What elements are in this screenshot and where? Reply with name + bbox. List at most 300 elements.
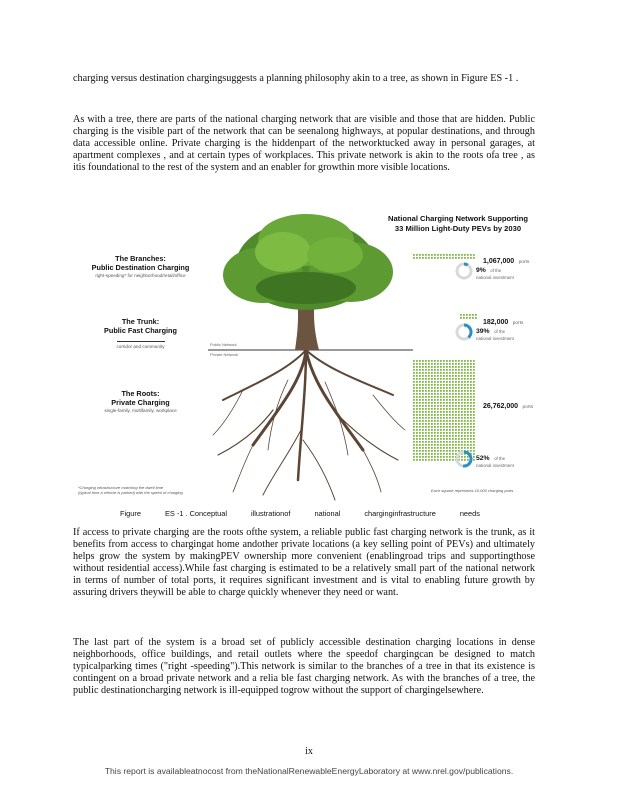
port-square bbox=[475, 317, 477, 319]
port-square bbox=[455, 387, 457, 389]
port-square bbox=[413, 417, 415, 419]
port-square bbox=[419, 420, 421, 422]
port-square bbox=[449, 450, 451, 452]
port-square bbox=[431, 432, 433, 434]
port-square bbox=[455, 411, 457, 413]
port-square bbox=[425, 390, 427, 392]
port-square bbox=[422, 408, 424, 410]
port-square bbox=[473, 366, 475, 368]
port-square bbox=[431, 369, 433, 371]
port-square bbox=[425, 387, 427, 389]
port-square bbox=[413, 378, 415, 380]
port-square bbox=[461, 384, 463, 386]
port-square bbox=[458, 405, 460, 407]
port-square bbox=[446, 363, 448, 365]
port-square bbox=[413, 366, 415, 368]
port-square bbox=[461, 378, 463, 380]
port-square bbox=[413, 408, 415, 410]
port-square bbox=[455, 372, 457, 374]
port-square bbox=[413, 432, 415, 434]
port-square bbox=[455, 429, 457, 431]
port-square bbox=[458, 402, 460, 404]
port-square bbox=[437, 453, 439, 455]
port-square bbox=[431, 417, 433, 419]
port-square bbox=[413, 390, 415, 392]
port-square bbox=[413, 387, 415, 389]
port-square bbox=[440, 420, 442, 422]
port-square bbox=[464, 408, 466, 410]
port-square bbox=[449, 360, 451, 362]
port-square bbox=[419, 447, 421, 449]
port-square bbox=[437, 381, 439, 383]
port-square bbox=[425, 378, 427, 380]
port-square bbox=[449, 426, 451, 428]
port-square bbox=[446, 441, 448, 443]
port-square bbox=[455, 432, 457, 434]
port-square bbox=[455, 375, 457, 377]
port-square bbox=[422, 459, 424, 461]
port-square bbox=[467, 387, 469, 389]
port-square bbox=[458, 426, 460, 428]
port-square bbox=[464, 369, 466, 371]
port-square bbox=[428, 417, 430, 419]
port-square bbox=[416, 447, 418, 449]
port-square bbox=[437, 426, 439, 428]
port-square bbox=[422, 375, 424, 377]
port-square bbox=[419, 257, 421, 259]
port-square bbox=[446, 387, 448, 389]
port-square bbox=[425, 363, 427, 365]
port-square bbox=[449, 447, 451, 449]
port-square bbox=[458, 435, 460, 437]
port-square bbox=[455, 423, 457, 425]
port-square bbox=[449, 414, 451, 416]
port-square bbox=[425, 459, 427, 461]
port-square bbox=[452, 438, 454, 440]
port-square bbox=[473, 408, 475, 410]
port-square bbox=[434, 459, 436, 461]
port-square bbox=[425, 399, 427, 401]
port-square bbox=[431, 390, 433, 392]
port-square bbox=[419, 360, 421, 362]
port-square bbox=[443, 375, 445, 377]
port-square bbox=[473, 402, 475, 404]
port-square bbox=[470, 411, 472, 413]
port-square bbox=[431, 426, 433, 428]
port-square bbox=[458, 411, 460, 413]
port-square bbox=[440, 393, 442, 395]
port-square bbox=[434, 384, 436, 386]
port-square bbox=[470, 435, 472, 437]
port-square bbox=[470, 438, 472, 440]
port-square bbox=[443, 435, 445, 437]
port-square bbox=[473, 381, 475, 383]
port-square bbox=[464, 254, 466, 256]
branches-pct: 9% of the national investment bbox=[476, 267, 514, 280]
port-square bbox=[463, 314, 465, 316]
port-square bbox=[473, 414, 475, 416]
port-square bbox=[443, 405, 445, 407]
port-square bbox=[437, 372, 439, 374]
port-square bbox=[422, 435, 424, 437]
port-square bbox=[437, 429, 439, 431]
port-square bbox=[446, 381, 448, 383]
port-square bbox=[413, 447, 415, 449]
port-square bbox=[422, 390, 424, 392]
port-square bbox=[455, 381, 457, 383]
port-square bbox=[413, 441, 415, 443]
port-square bbox=[434, 441, 436, 443]
port-square bbox=[446, 447, 448, 449]
port-square bbox=[440, 372, 442, 374]
port-square bbox=[461, 414, 463, 416]
port-square bbox=[446, 429, 448, 431]
port-square bbox=[455, 378, 457, 380]
port-square bbox=[431, 447, 433, 449]
port-square bbox=[443, 390, 445, 392]
port-square bbox=[434, 423, 436, 425]
port-square bbox=[419, 432, 421, 434]
port-square bbox=[428, 420, 430, 422]
port-square bbox=[458, 366, 460, 368]
port-square bbox=[452, 399, 454, 401]
port-square bbox=[443, 429, 445, 431]
port-square bbox=[467, 405, 469, 407]
port-square bbox=[443, 426, 445, 428]
port-square bbox=[467, 402, 469, 404]
port-square bbox=[434, 390, 436, 392]
port-square bbox=[458, 441, 460, 443]
port-square bbox=[425, 411, 427, 413]
port-square bbox=[431, 402, 433, 404]
port-square bbox=[458, 447, 460, 449]
port-square bbox=[452, 393, 454, 395]
port-square bbox=[419, 459, 421, 461]
port-square bbox=[419, 426, 421, 428]
port-square bbox=[422, 453, 424, 455]
port-square bbox=[413, 393, 415, 395]
port-square bbox=[455, 435, 457, 437]
figure-scale-note: Each square represents 10,000 charging ports bbox=[431, 488, 514, 493]
port-square bbox=[464, 405, 466, 407]
port-square bbox=[413, 411, 415, 413]
port-square bbox=[431, 444, 433, 446]
port-square bbox=[452, 360, 454, 362]
port-square bbox=[428, 438, 430, 440]
port-square bbox=[443, 447, 445, 449]
port-square bbox=[419, 375, 421, 377]
port-square bbox=[464, 426, 466, 428]
port-square bbox=[446, 257, 448, 259]
port-square bbox=[464, 456, 466, 458]
port-square bbox=[443, 360, 445, 362]
port-square bbox=[416, 396, 418, 398]
port-square bbox=[455, 396, 457, 398]
port-square bbox=[473, 393, 475, 395]
port-square bbox=[455, 444, 457, 446]
port-square bbox=[425, 417, 427, 419]
port-square bbox=[446, 414, 448, 416]
port-square bbox=[425, 447, 427, 449]
port-square bbox=[475, 314, 477, 316]
port-square bbox=[443, 450, 445, 452]
port-square bbox=[437, 393, 439, 395]
port-square bbox=[446, 390, 448, 392]
trunk-pct-ring bbox=[457, 325, 471, 339]
port-square bbox=[434, 420, 436, 422]
port-square bbox=[473, 369, 475, 371]
port-square bbox=[449, 444, 451, 446]
port-square bbox=[467, 459, 469, 461]
port-square bbox=[425, 408, 427, 410]
port-square bbox=[434, 414, 436, 416]
port-square bbox=[416, 390, 418, 392]
port-square bbox=[461, 408, 463, 410]
availability-footer: This report is availableatnocost from theNationalRenewableEnergyLaboratory at www.nrel.gov/publications. bbox=[104, 766, 514, 776]
port-square bbox=[440, 366, 442, 368]
port-square bbox=[434, 387, 436, 389]
port-square bbox=[467, 438, 469, 440]
port-square bbox=[473, 384, 475, 386]
port-square bbox=[452, 450, 454, 452]
port-square bbox=[413, 414, 415, 416]
port-square bbox=[470, 378, 472, 380]
port-square bbox=[440, 423, 442, 425]
port-square bbox=[419, 372, 421, 374]
port-square bbox=[464, 257, 466, 259]
port-square bbox=[461, 459, 463, 461]
port-square bbox=[461, 423, 463, 425]
port-square bbox=[443, 432, 445, 434]
port-square bbox=[455, 360, 457, 362]
port-square bbox=[467, 360, 469, 362]
port-square bbox=[434, 429, 436, 431]
port-square bbox=[437, 257, 439, 259]
port-square bbox=[443, 384, 445, 386]
port-square bbox=[458, 423, 460, 425]
port-square bbox=[416, 420, 418, 422]
port-square bbox=[434, 432, 436, 434]
port-square bbox=[449, 384, 451, 386]
port-square bbox=[422, 360, 424, 362]
port-square bbox=[467, 363, 469, 365]
port-square bbox=[446, 420, 448, 422]
port-square bbox=[470, 450, 472, 452]
port-square bbox=[416, 417, 418, 419]
port-square bbox=[437, 369, 439, 371]
port-square bbox=[452, 420, 454, 422]
port-square bbox=[461, 402, 463, 404]
port-square bbox=[428, 435, 430, 437]
port-square bbox=[431, 360, 433, 362]
port-square bbox=[461, 399, 463, 401]
port-square bbox=[422, 396, 424, 398]
port-square bbox=[449, 402, 451, 404]
port-square bbox=[461, 360, 463, 362]
port-square bbox=[437, 444, 439, 446]
port-square bbox=[455, 384, 457, 386]
port-square bbox=[455, 369, 457, 371]
port-square bbox=[461, 396, 463, 398]
port-square bbox=[422, 393, 424, 395]
port-square bbox=[440, 429, 442, 431]
port-square bbox=[446, 435, 448, 437]
port-square bbox=[446, 423, 448, 425]
port-square bbox=[467, 435, 469, 437]
port-square bbox=[437, 363, 439, 365]
port-square bbox=[458, 378, 460, 380]
port-square bbox=[440, 257, 442, 259]
port-square bbox=[473, 444, 475, 446]
port-square bbox=[452, 426, 454, 428]
port-square bbox=[470, 429, 472, 431]
port-square bbox=[446, 456, 448, 458]
port-square bbox=[434, 408, 436, 410]
public-network-label: Public Network bbox=[210, 342, 237, 347]
port-square bbox=[425, 375, 427, 377]
port-square bbox=[452, 372, 454, 374]
port-square bbox=[419, 417, 421, 419]
port-square bbox=[470, 420, 472, 422]
port-square bbox=[413, 363, 415, 365]
port-square bbox=[431, 459, 433, 461]
port-square bbox=[419, 414, 421, 416]
port-square bbox=[461, 366, 463, 368]
port-square bbox=[422, 414, 424, 416]
port-square bbox=[434, 372, 436, 374]
port-square bbox=[446, 453, 448, 455]
branches-port-squares bbox=[413, 254, 475, 259]
port-square bbox=[470, 384, 472, 386]
port-square bbox=[464, 393, 466, 395]
port-square bbox=[473, 453, 475, 455]
port-square bbox=[464, 435, 466, 437]
port-square bbox=[470, 363, 472, 365]
port-square bbox=[470, 414, 472, 416]
roots-ports: 26,762,000 ports bbox=[483, 403, 534, 410]
port-square bbox=[470, 254, 472, 256]
port-square bbox=[431, 375, 433, 377]
port-square bbox=[458, 393, 460, 395]
port-square bbox=[470, 387, 472, 389]
port-square bbox=[467, 432, 469, 434]
port-square bbox=[422, 429, 424, 431]
port-square bbox=[416, 441, 418, 443]
port-square bbox=[419, 405, 421, 407]
port-square bbox=[413, 372, 415, 374]
port-square bbox=[449, 254, 451, 256]
port-square bbox=[431, 435, 433, 437]
port-square bbox=[425, 453, 427, 455]
port-square bbox=[464, 444, 466, 446]
port-square bbox=[422, 402, 424, 404]
port-square bbox=[467, 408, 469, 410]
port-square bbox=[452, 381, 454, 383]
port-square bbox=[425, 402, 427, 404]
port-square bbox=[473, 411, 475, 413]
port-square bbox=[425, 360, 427, 362]
port-square bbox=[461, 369, 463, 371]
port-square bbox=[434, 369, 436, 371]
port-square bbox=[440, 444, 442, 446]
port-square bbox=[437, 432, 439, 434]
port-square bbox=[431, 408, 433, 410]
port-square bbox=[470, 390, 472, 392]
port-square bbox=[470, 366, 472, 368]
port-square bbox=[467, 417, 469, 419]
port-square bbox=[434, 426, 436, 428]
port-square bbox=[416, 444, 418, 446]
port-square bbox=[434, 257, 436, 259]
port-square bbox=[470, 402, 472, 404]
port-square bbox=[425, 372, 427, 374]
port-square bbox=[425, 432, 427, 434]
port-square bbox=[467, 393, 469, 395]
port-square bbox=[416, 372, 418, 374]
port-square bbox=[464, 414, 466, 416]
port-square bbox=[449, 420, 451, 422]
port-square bbox=[443, 402, 445, 404]
port-square bbox=[425, 393, 427, 395]
port-square bbox=[443, 366, 445, 368]
port-square bbox=[452, 378, 454, 380]
port-square bbox=[434, 453, 436, 455]
port-square bbox=[449, 438, 451, 440]
port-square bbox=[434, 375, 436, 377]
port-square bbox=[416, 254, 418, 256]
port-square bbox=[449, 459, 451, 461]
port-square bbox=[470, 441, 472, 443]
port-square bbox=[416, 257, 418, 259]
port-square bbox=[428, 402, 430, 404]
port-square bbox=[473, 426, 475, 428]
port-square bbox=[440, 384, 442, 386]
port-square bbox=[449, 393, 451, 395]
port-square bbox=[413, 450, 415, 452]
port-square bbox=[461, 405, 463, 407]
port-square bbox=[431, 405, 433, 407]
port-square bbox=[431, 384, 433, 386]
port-square bbox=[446, 411, 448, 413]
port-square bbox=[440, 378, 442, 380]
port-square bbox=[455, 254, 457, 256]
port-square bbox=[443, 378, 445, 380]
port-square bbox=[461, 435, 463, 437]
private-network-label: Private Network bbox=[210, 352, 239, 357]
port-square bbox=[413, 459, 415, 461]
port-square bbox=[467, 384, 469, 386]
trunk-port-squares bbox=[460, 314, 477, 319]
port-square bbox=[419, 456, 421, 458]
port-square bbox=[467, 444, 469, 446]
port-square bbox=[443, 456, 445, 458]
port-square bbox=[473, 456, 475, 458]
port-square bbox=[440, 363, 442, 365]
port-square bbox=[446, 450, 448, 452]
port-square bbox=[419, 411, 421, 413]
port-square bbox=[446, 396, 448, 398]
port-square bbox=[455, 441, 457, 443]
port-square bbox=[443, 372, 445, 374]
port-square bbox=[455, 426, 457, 428]
paragraph-tree-analogy: As with a tree, there are parts of the national charging network that are visible and those that are hidden. Public charging is the visible part of the network that can be seenalong highways, at popular destinations, and through data accessible online. Private charging is the hiddenpart of the networktucked away in personal garages, at apartment complexes , and at certain types of workplaces. This private network is akin to the roots ofa tree , as itis foundational to the rest of the system and an enabler for growthin more visible locations. bbox=[73, 114, 535, 174]
port-square bbox=[431, 257, 433, 259]
port-square bbox=[452, 432, 454, 434]
port-square bbox=[416, 459, 418, 461]
port-square bbox=[437, 417, 439, 419]
port-square bbox=[428, 408, 430, 410]
port-square bbox=[449, 429, 451, 431]
